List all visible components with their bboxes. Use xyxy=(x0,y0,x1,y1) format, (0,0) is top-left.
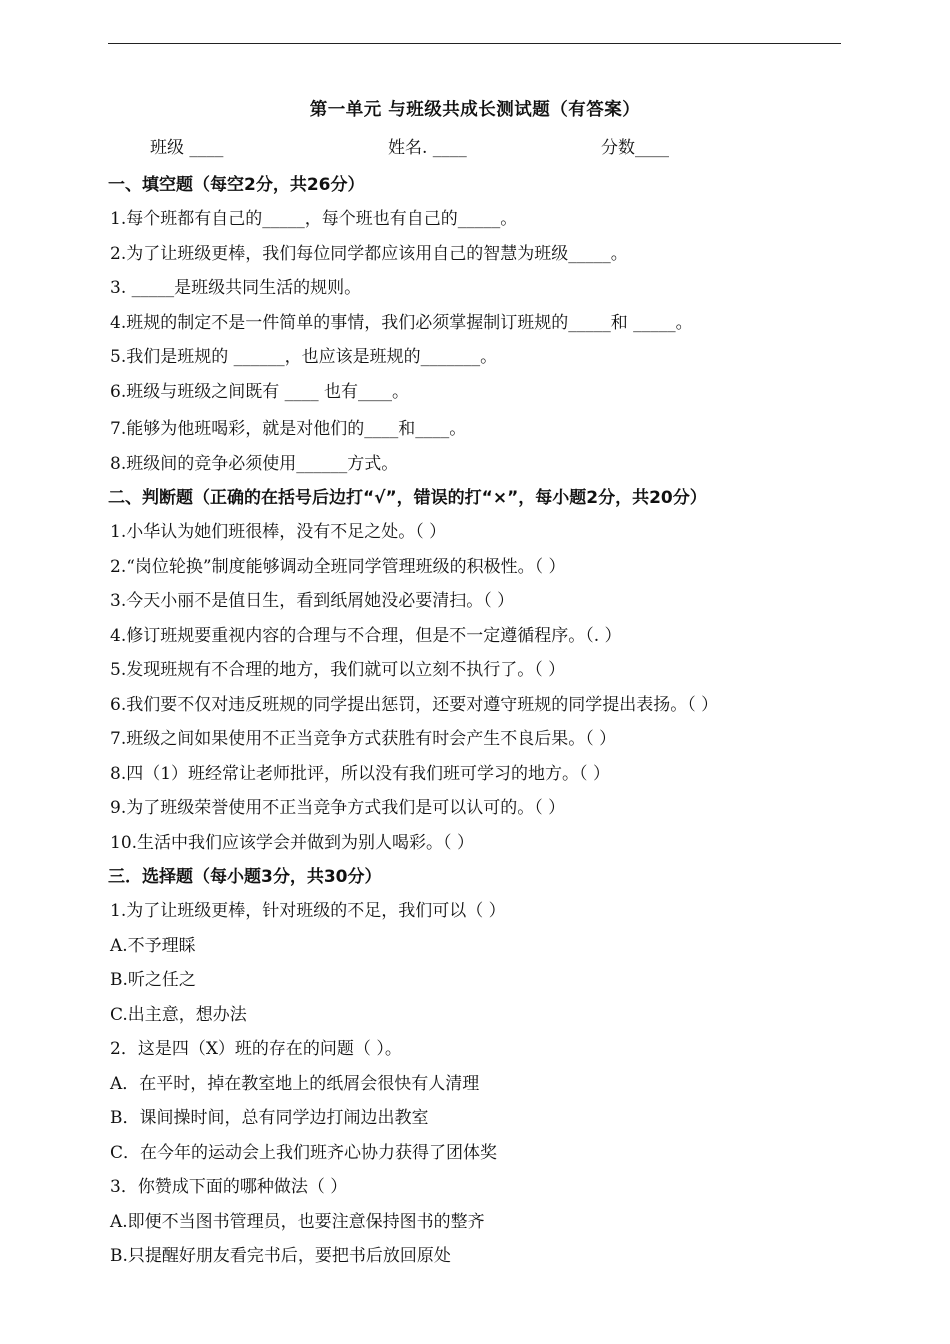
section-heading-multiple-choice: 三．选择题（每小题3分，共30分） xyxy=(108,867,382,887)
question-item: 5.我们是班规的 ______，也应该是班规的_______。 xyxy=(110,347,498,367)
question-item: 5.发现班规有不合理的地方，我们就可以立刻不执行了。（ ） xyxy=(110,660,566,680)
question-item: 4.修订班规要重视内容的合理与不合理，但是不一定遵循程序。（. ） xyxy=(110,626,622,646)
question-item: 2.“岗位轮换”制度能够调动全班同学管理班级的积极性。（ ） xyxy=(110,557,566,577)
question-item: 7.能够为他班喝彩，就是对他们的____和____。 xyxy=(110,419,467,439)
question-item: 2．这是四（X）班的存在的问题（ ）。 xyxy=(110,1039,402,1059)
choice-option: A.即便不当图书管理员，也要注意保持图书的整齐 xyxy=(110,1212,485,1232)
question-item: 1.为了让班级更棒，针对班级的不足，我们可以（ ） xyxy=(110,901,506,921)
choice-option: C．在今年的运动会上我们班齐心协力获得了团体奖 xyxy=(110,1143,498,1163)
question-item: 10.生活中我们应该学会并做到为别人喝彩。（ ） xyxy=(110,833,474,853)
choice-option: A．在平时，掉在教室地上的纸屑会很快有人清理 xyxy=(110,1074,480,1094)
question-item: 6.班级与班级之间既有 ____ 也有____。 xyxy=(110,382,410,402)
question-item: 4.班规的制定不是一件简单的事情，我们必须掌握制订班规的_____和 _____。 xyxy=(110,313,693,333)
score-field: 分数____ xyxy=(601,138,669,158)
question-item: 3.今天小丽不是值日生，看到纸屑她没必要清扫。（ ） xyxy=(110,591,515,611)
choice-option: B.只提醒好朋友看完书后，要把书后放回原处 xyxy=(110,1246,451,1266)
question-item: 8.班级间的竞争必须使用______方式。 xyxy=(110,454,399,474)
top-rule xyxy=(108,43,841,44)
choice-option: B．课间操时间，总有同学边打闹边出教室 xyxy=(110,1108,429,1128)
question-item: 3. _____是班级共同生活的规则。 xyxy=(110,278,362,298)
question-item: 6.我们要不仅对违反班规的同学提出惩罚，还要对遵守班规的同学提出表扬。（ ） xyxy=(110,695,719,715)
question-item: 1.每个班都有自己的_____，每个班也有自己的_____。 xyxy=(110,209,518,229)
section-heading-true-false: 二、判断题（正确的在括号后边打“√”，错误的打“×”，每小题2分，共20分） xyxy=(108,488,707,508)
class-field: 班级 ____ xyxy=(150,138,224,158)
name-field: 姓名. ____ xyxy=(388,138,467,158)
question-item: 9.为了班级荣誉使用不正当竞争方式我们是可以认可的。（ ） xyxy=(110,798,566,818)
section-heading-fill-in: 一、填空题（每空2分，共26分） xyxy=(108,175,365,195)
page-title: 第一单元 与班级共成长测试题（有答案） xyxy=(309,100,641,120)
choice-option: A.不予理睬 xyxy=(110,936,196,956)
question-item: 3．你赞成下面的哪种做法（ ） xyxy=(110,1177,348,1197)
question-item: 2.为了让班级更棒，我们每位同学都应该用自己的智慧为班级_____。 xyxy=(110,244,628,264)
question-item: 7.班级之间如果使用不正当竞争方式获胜有时会产生不良后果。（ ） xyxy=(110,729,617,749)
choice-option: B.听之任之 xyxy=(110,970,196,990)
choice-option: C.出主意，想办法 xyxy=(110,1005,247,1025)
question-item: 1.小华认为她们班很棒，没有不足之处。（ ） xyxy=(110,522,447,542)
question-item: 8.四（1）班经常让老师批评，所以没有我们班可学习的地方。（ ） xyxy=(110,764,610,784)
